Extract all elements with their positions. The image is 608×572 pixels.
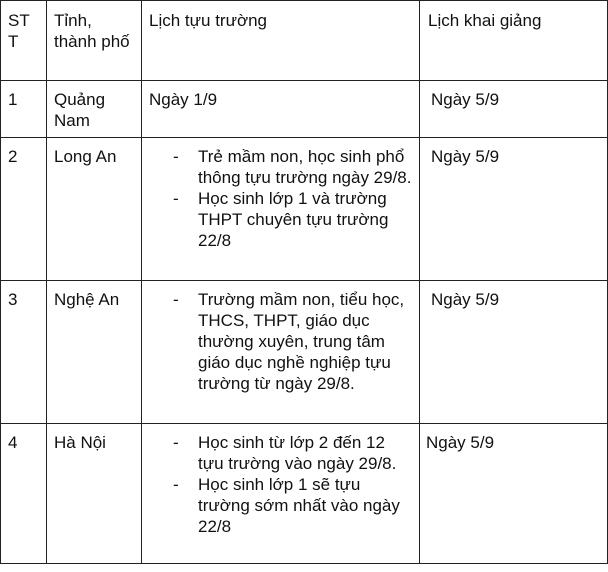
bullet-dash: - (173, 475, 179, 494)
row-tuu-truong (142, 138, 420, 281)
list-item (149, 432, 415, 474)
row-stt: 1 (1, 81, 47, 138)
row-stt: 2 (1, 138, 47, 281)
row-tuu-truong: Ngày 1/9 (142, 81, 420, 138)
list-item (149, 289, 415, 394)
row-province: Hà Nội (47, 424, 142, 564)
row-province: Long An (47, 138, 142, 281)
header-province: Tỉnh, thành phố (47, 1, 142, 81)
table-header-row (1, 1, 608, 81)
bullet-list (149, 146, 415, 251)
row-khai-giang: Ngày 5/9 (420, 281, 608, 424)
row-khai-giang: Ngày 5/9 (420, 81, 608, 138)
table-row (1, 138, 608, 281)
row-khai-giang: Ngày 5/9 (420, 138, 608, 281)
row-khai-giang: Ngày 5/9 (420, 424, 608, 564)
list-item (149, 146, 415, 188)
row-tuu-truong (142, 424, 420, 564)
list-item-text: Học sinh lớp 1 và trường THPT chuyên tựu trường 22/8 (198, 189, 389, 250)
list-item-text: Học sinh lớp 1 sẽ tựu trường sớm nhất vào ngày 22/8 (198, 475, 400, 536)
list-item-text: Học sinh từ lớp 2 đến 12 tựu trường vào ngày 29/8. (198, 433, 397, 473)
bullet-dash: - (173, 189, 179, 208)
bullet-dash: - (173, 290, 179, 309)
bullet-list (149, 289, 415, 394)
row-stt: 4 (1, 424, 47, 564)
bullet-dash: - (173, 433, 179, 452)
bullet-dash: - (173, 147, 179, 166)
table-row (1, 281, 608, 424)
table-row (1, 81, 608, 138)
row-tuu-truong (142, 281, 420, 424)
row-province: Quảng Nam (47, 81, 142, 138)
list-item (149, 474, 415, 537)
list-item (149, 188, 415, 251)
header-khai-giang: Lịch khai giảng (420, 1, 608, 81)
table-row (1, 424, 608, 564)
bullet-list (149, 432, 415, 537)
list-item-text: Trẻ mầm non, học sinh phổ thông tựu trường ngày 29/8. (198, 147, 412, 187)
row-stt: 3 (1, 281, 47, 424)
row-province: Nghệ An (47, 281, 142, 424)
list-item-text: Trường mầm non, tiểu học, THCS, THPT, giáo dục thường xuyên, trung tâm giáo dục nghề nghiệp tựu trường từ ngày 29/8. (198, 290, 405, 393)
header-tuu-truong: Lịch tựu trường (142, 1, 420, 81)
header-stt: ST T (1, 1, 47, 81)
